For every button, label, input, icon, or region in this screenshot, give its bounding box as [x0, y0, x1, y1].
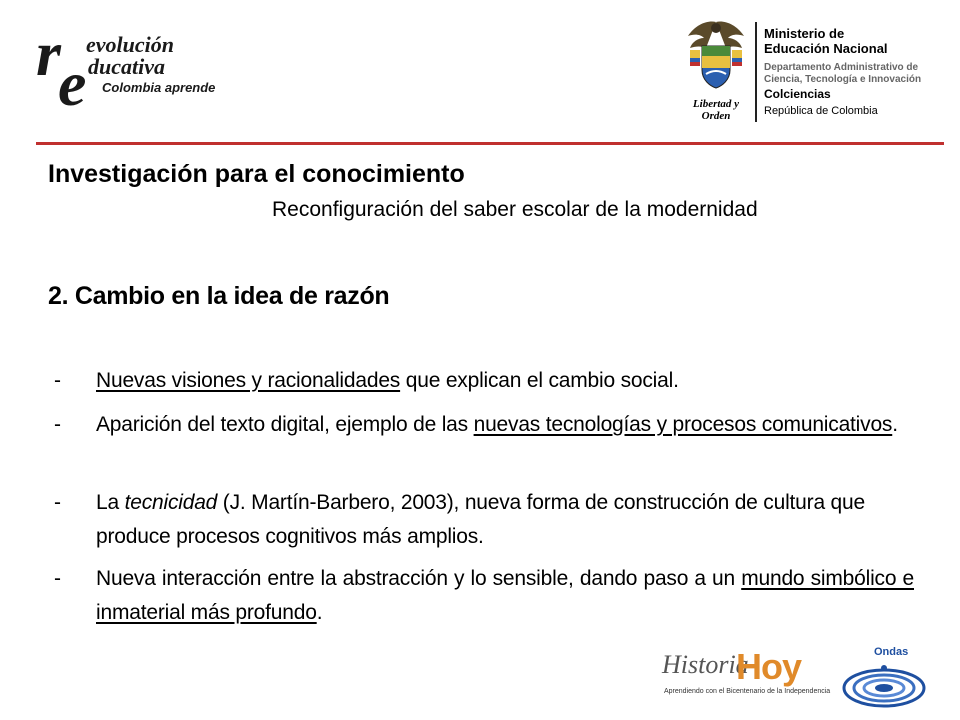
- bullet-text: que explican el cambio social.: [400, 369, 679, 392]
- ministry-title-line2: Educación Nacional: [764, 41, 888, 56]
- country-label: República de Colombia: [764, 105, 878, 117]
- ondas-label: Ondas: [874, 646, 909, 658]
- ondas-waves-icon: [842, 660, 926, 708]
- logo-tagline: Colombia aprende: [102, 80, 216, 95]
- bullet-dash: -: [54, 413, 61, 436]
- coat-of-arms-icon: [680, 18, 752, 98]
- department-line1: Departamento Administrativo de: [764, 62, 919, 73]
- bullet-dash: -: [54, 369, 61, 392]
- revolucion-educativa-logo: [36, 18, 236, 119]
- shield-caption: Libertad y Orden: [692, 98, 740, 122]
- logo-letter-e: e: [58, 48, 87, 119]
- logo-letter-r: r: [36, 18, 61, 89]
- header-rule: [36, 142, 944, 145]
- bullet-dash: -: [54, 567, 61, 590]
- header-divider: [755, 22, 757, 122]
- bullet-dash: -: [54, 491, 61, 514]
- bullet-italic-text: tecnicidad: [124, 491, 218, 514]
- ondas-logo: [838, 646, 928, 710]
- bullet-text: Aparición del texto digital, ejemplo de las: [96, 413, 474, 436]
- historia-hoy-word: Hoy: [736, 646, 802, 687]
- bullet-text: Nueva interacción entre la abstracción y lo sensible, dando paso a un: [96, 567, 742, 590]
- ministry-block: [764, 26, 954, 118]
- bullet-underlined-text: mundo simbólico e inmaterial más profundo: [96, 567, 914, 624]
- slide-title: Investigación para el conocimiento: [48, 160, 465, 188]
- historia-script: Historia: [662, 650, 749, 679]
- colciencias-label: Colciencias: [764, 87, 831, 101]
- bullet-text: La: [96, 491, 125, 514]
- historia-hoy-logo: [662, 646, 831, 706]
- ministry-title-line1: Ministerio de: [764, 26, 845, 41]
- slide-subtitle: Reconfiguración del saber escolar de la modernidad: [272, 198, 758, 221]
- bullet-text-end: (J. Martín-Barbero, 2003), nueva forma de construcción de cultura que produce procesos cognitivos más amplios.: [96, 491, 865, 548]
- section-heading: 2. Cambio en la idea de razón: [48, 282, 390, 310]
- department-line2: Ciencia, Tecnología e Innovación: [764, 74, 922, 85]
- historia-caption: Aprendiendo con el Bicentenario de la Independencia: [664, 688, 831, 695]
- bullet-text-end: .: [892, 413, 898, 436]
- bullet-underlined-text: Nuevas visiones y racionalidades: [96, 369, 401, 392]
- bullet-text-end: .: [316, 601, 323, 624]
- logo-word-ducativa: ducativa: [88, 54, 165, 79]
- bullet-underlined-text: nuevas tecnologías y procesos comunicativos: [473, 413, 893, 436]
- coat-of-arms-logo: [680, 18, 752, 122]
- logo-word-evolucion: evolución: [86, 32, 174, 57]
